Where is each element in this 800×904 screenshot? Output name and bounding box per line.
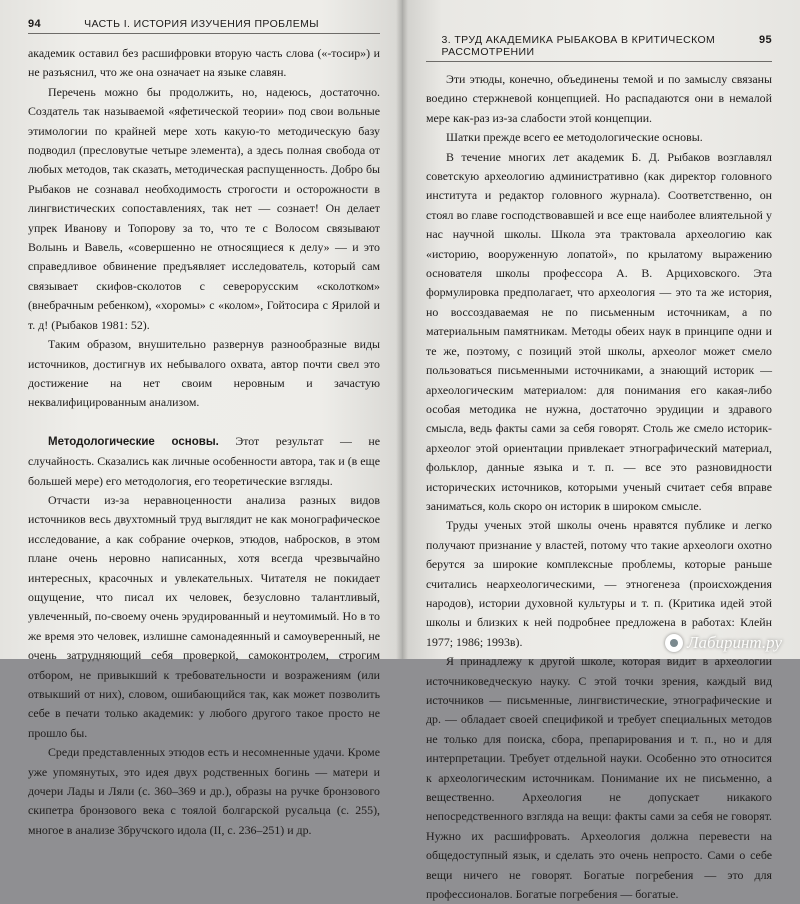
right-page bbox=[402, 0, 800, 902]
watermark-text: Лабиринт.ру bbox=[686, 633, 782, 652]
page-number-left: 94 bbox=[28, 18, 42, 30]
page-number-right: 95 bbox=[758, 34, 772, 46]
paragraph-with-subheading: Методологические основы. Этот результат — не случайность. Сказались как личные особенности автора, так и (в еще большей мере) его методология, его теоретические взгляды. bbox=[28, 433, 380, 488]
labirint-logo-icon bbox=[665, 634, 683, 652]
left-page-body bbox=[28, 44, 380, 840]
left-page-header bbox=[28, 18, 380, 34]
right-page-header bbox=[426, 34, 772, 62]
paragraph: Я принадлежу к другой школе, которая видит в археологии источниковедческую науку. С этой точки зрения, каждый вид источников — письменные, лингвистические, этнографические и др. — обладает своей спецификой и требует специальных методов не только для поиска, сбора, препарирования и т. п., но и для интерпретации. Требует отдельной науки. Особенно это относится к археологическим источникам. Понимание их не письменно, а вещественно. Археология не допускает никакого непосредственного взгляда на вещи: факты сами за себя не говорят. Нужно их расшифровать. Археология должна перевести на общедоступный язык, и сделать это очень непросто. Сами о себе вещи ничего не говорят. Богатые погребения — это для профессионалов. Богатые погребения — богатые. bbox=[426, 654, 772, 902]
left-page bbox=[0, 0, 402, 837]
paragraph: Перечень можно бы продолжить, но, надеюсь, достаточно. Создатель так называемой «яфетической теории» под свои вольные этимологии по крайней мере хоть какую-то методическую базу подводил (пресловутые четыре элемента), а здесь полная свобода от любых методов, так сказать, методическая распущенность. Добро бы Рыбаков не сознавал необходимость строгости и осторожности в лингвистических сопоставлениях, так нет — сознает! Он делает упрек Иванову и Топорову за то, что те с Волосом связывают Волынь и Вавель, «совершенно не относящиеся к делу» — и это справедливое обвинение предъявляет исследователь, который сам связывает скифов-сколотов с северорусским «сколотком» (внебрачным ребенком), «хоромы» с «колом», Гойтосира с Ярилой и т. д! (Рыбаков 1981: 52). bbox=[28, 84, 380, 332]
paragraph: В течение многих лет академик Б. Д. Рыбаков возглавлял советскую археологию административно (как директор головного института и редактор головного журнала). Соответственно, он стоял во главе господствовавшей и все еще наиболее влиятельной у нас научной школы. Школа эта трактовала археологию как «историю, вооруженную лопатой», по крылатому выражению основателя школы профессора А. В. Арциховского. Эта формулировка предполагает, что археология — это та же история, но воссоздаваемая не по письменным источникам, а по материальным памятникам. Методы обеих наук в принципе одни и те же, поэтому, с позиций этой школы, археолог может смело пользоваться письменными источниками, а знающий историк — археологическим материалом: для понимания его какая-либо особая методика не нужна, достаточно эрудиции и здравого смысла, ведь факты сами за себя говорят. Столь же смело историк-археолог этой ориентации привлекает этнографический материал, фольклор, данные языка и т. п. — все это разновидности исторических источников, которыми ученый считает себя вправе заниматься, коль скоро он историк в широком смысле. bbox=[426, 149, 772, 513]
paragraph: Таким образом, внушительно развернув разнообразные виды источников, достигнув их небывалого охвата, автор почти свел это достижение на нет своим неровным и зачастую неквалифицированным анализом. bbox=[28, 337, 380, 410]
watermark bbox=[665, 633, 782, 653]
paragraph: Шатки прежде всего ее методологические основы. bbox=[446, 130, 703, 145]
subheading: Методологические основы. bbox=[48, 435, 219, 448]
paragraph: Отчасти из-за неравноценности анализа разных видов источников весь двухтомный труд выглядит не как монографическое исследование, а как собрание очерков, этюдов, набросков, в этом плане очень неровно написанных, хотя всегда чрезвычайно интересных, красочных и увлекательных. Читателя не покидает ощущение, что писал их человек, безусловно талантливый, увлеченный, по-своему очень эрудированный и неутомимый. Но в то же время это человек, излишне самонадеянный и самоуверенный, не очень затрудняющий себя проверкой, самоконтролем, строгим отбором, не привыкший к требовательности и возражениям (или отвыкший от них), словом, ошибающийся так, как может позволить себе в печати только академик: у любого другого такое просто не прошло бы. bbox=[28, 492, 380, 740]
book-gutter bbox=[396, 0, 408, 659]
running-head-right: 3. ТРУД АКАДЕМИКА РЫБАКОВА В КРИТИЧЕСКОМ РАССМОТРЕНИИ bbox=[441, 34, 716, 58]
paragraph: академик оставил без расшифровки вторую часть слова («-тосир») и не разъяснил, что же она означает на языке славян. bbox=[28, 46, 380, 80]
running-head-left: ЧАСТЬ I. ИСТОРИЯ ИЗУЧЕНИЯ ПРОБЛЕМЫ bbox=[84, 18, 319, 30]
paragraph: Эти этюды, конечно, объединены темой и по замыслу связаны воедино стержневой концепцией. Но распадаются они в немалой мере как-раз из-за слабости этой концепции. bbox=[426, 72, 772, 125]
paragraph: Среди представленных этюдов есть и несомненные удачи. Кроме уже упомянутых, это идея двух родственных богинь — матери и дочери Лады и Ляли (с. 360–369 и др.), образы на ручке бронзового скипетра бронзового века с тоялой болгарской русальца (с. 255), многое в анализе Збручского идола (II, с. 236–251) и др. bbox=[28, 745, 380, 837]
right-page-body bbox=[426, 70, 772, 904]
paragraph: Труды ученых этой школы очень нравятся публике и легко получают признание у властей, потому что такие археологи охотно берутся за широкие комплексные проблемы, которые раньше считались неархеологическими, — этногенеза (происхождения народов), истории духовной культуры и т. п. (Критика идей этой школы и близких к ней подробнее предложена в работах: Клейн 1977; 1986; 1993в). bbox=[426, 518, 772, 649]
